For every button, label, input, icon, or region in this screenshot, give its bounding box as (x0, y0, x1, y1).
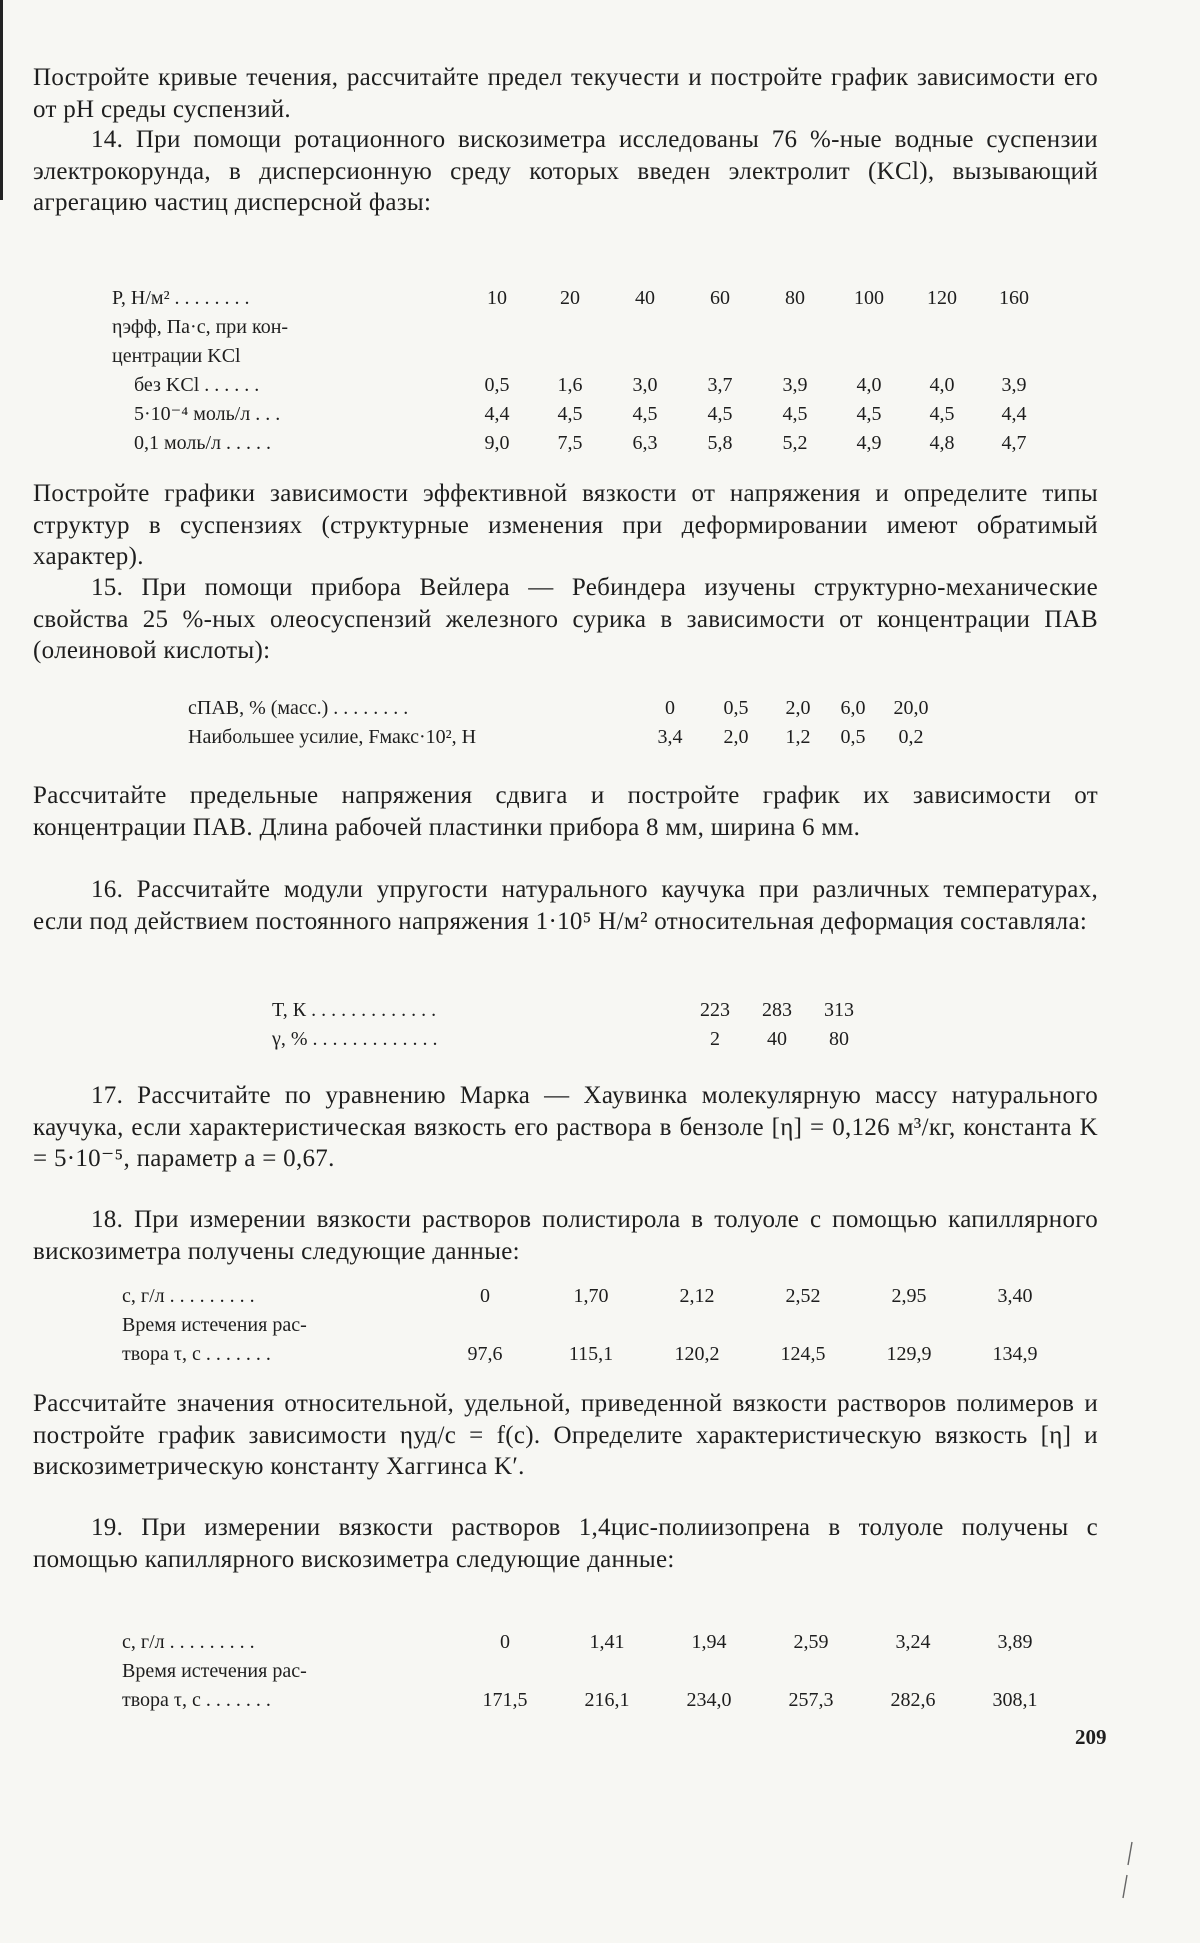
cell: 3,0 (632, 374, 658, 396)
cell: 3,7 (707, 374, 733, 396)
table-row (112, 371, 1092, 400)
row-label: Наибольшее усилие, Fмакс·10², Н (188, 726, 477, 748)
cell: 6,3 (632, 432, 658, 454)
cell: 4,5 (929, 403, 955, 425)
cell: 1,94 (691, 1631, 727, 1653)
cell: 4,4 (1001, 403, 1027, 425)
cell: 97,6 (467, 1343, 503, 1365)
cell: 3,24 (895, 1631, 931, 1653)
cell: 257,3 (788, 1689, 834, 1711)
cell: 308,1 (992, 1689, 1038, 1711)
cell: 171,5 (482, 1689, 528, 1711)
pencil-mark-decoration (1118, 1840, 1138, 1900)
cell: 4,0 (929, 374, 955, 396)
table-row (122, 1282, 1082, 1311)
row-label: cПАВ, % (масс.) . . . . . . . . (188, 697, 409, 719)
page-number: 209 (1075, 1725, 1107, 1749)
row-label: Время истечения рас- (122, 1660, 307, 1682)
cell: 4,4 (484, 403, 510, 425)
cell: 100 (854, 287, 884, 309)
row-label: 0,1 моль/л . . . . . (134, 432, 272, 454)
cell: 0,2 (898, 726, 924, 748)
cell: 2,52 (785, 1285, 821, 1307)
table-header-label: P, Н/м² . . . . . . . . (112, 287, 250, 309)
table-group-label-row (112, 313, 1092, 342)
cell: 4,5 (707, 403, 733, 425)
cell: 2,0 (723, 726, 749, 748)
row-label: 5·10⁻⁴ моль/л . . . (134, 403, 281, 425)
cell: 4,5 (782, 403, 808, 425)
cell: 2,12 (679, 1285, 715, 1307)
cell: 20 (560, 287, 580, 309)
paragraph-problem-15: 15. При помощи прибора Вейлера — Ребиндера изучены структурно-механические свойства 25 %-ных олеосуспензий железного сурика в зависимости от концентрации ПАВ (олеиновой кислоты): (33, 574, 1098, 664)
table-group-label: ηэфф, Па·с, при кон- (112, 316, 289, 338)
paragraph-problem-18: 18. При измерении вязкости растворов полистирола в толуоле с помощью капиллярного вискозиметра получены следующие данные: (33, 1206, 1098, 1265)
cell: 129,9 (886, 1343, 932, 1365)
cell: 3,9 (782, 374, 808, 396)
row-label: c, г/л . . . . . . . . . (122, 1285, 255, 1307)
cell: 9,0 (484, 432, 510, 454)
paragraph-instructions-15: Рассчитайте предельные напряжения сдвига и постройте график их зависимости от концентрации ПАВ. Длина рабочей пластинки прибора 8 мм, ширина 6 мм. (33, 782, 1098, 841)
cell: 20,0 (893, 697, 929, 719)
row-label: твора τ, с . . . . . . . (122, 1343, 271, 1365)
cell: 0 (500, 1631, 510, 1653)
cell: 1,2 (785, 726, 811, 748)
paragraph-problem-19: 19. При измерении вязкости растворов 1,4цис-полиизопрена в толуоле получены с помощью капиллярного вискозиметра следующие данные: (33, 1514, 1098, 1573)
cell: 3,89 (997, 1631, 1033, 1653)
table-row (122, 1686, 1082, 1715)
table-group-label: центрации KCl (112, 345, 241, 367)
table-row (122, 1340, 1082, 1369)
cell: 80 (829, 1028, 849, 1050)
table-problem-15 (188, 694, 988, 752)
table-problem-18 (122, 1282, 1082, 1369)
cell: 4,7 (1001, 432, 1027, 454)
cell: 40 (635, 287, 655, 309)
cell: 4,8 (929, 432, 955, 454)
cell: 4,0 (856, 374, 882, 396)
cell: 124,5 (780, 1343, 826, 1365)
cell: 2,95 (891, 1285, 927, 1307)
table-row (272, 996, 912, 1025)
row-label: c, г/л . . . . . . . . . (122, 1631, 255, 1653)
scan-edge-mark (0, 0, 3, 200)
cell: 1,6 (557, 374, 583, 396)
cell: 4,9 (856, 432, 882, 454)
table-problem-16 (272, 996, 912, 1054)
paragraph-problem-14: 14. При помощи ротационного вискозиметра исследованы 76 %-ные водные суспензии электрокорунда, в дисперсионную среду которых введен электролит (KCl), вызывающий агрегацию частиц дисперсной фазы: (33, 126, 1098, 216)
cell: 2,59 (793, 1631, 829, 1653)
table-row (122, 1628, 1082, 1657)
table-row (272, 1025, 912, 1054)
cell: 234,0 (686, 1689, 732, 1711)
cell: 7,5 (557, 432, 583, 454)
cell: 0 (665, 697, 675, 719)
cell: 120 (927, 287, 957, 309)
cell: 223 (700, 999, 730, 1021)
row-label: без KCl . . . . . . (134, 374, 260, 396)
cell: 0,5 (723, 697, 749, 719)
table-group-label-row (112, 342, 1092, 371)
paragraph-instructions-14: Постройте графики зависимости эффективной вязкости от напряжения и определите типы структур в суспензиях (структурные изменения при деформировании имеют обратимый характер). (33, 480, 1098, 570)
cell: 120,2 (674, 1343, 720, 1365)
table-row-label-line (122, 1657, 1082, 1686)
cell: 282,6 (890, 1689, 936, 1711)
cell: 3,9 (1001, 374, 1027, 396)
cell: 4,5 (632, 403, 658, 425)
cell: 2 (710, 1028, 720, 1050)
cell: 3,40 (997, 1285, 1033, 1307)
table-row (112, 400, 1092, 429)
table-row (188, 694, 988, 723)
cell: 313 (824, 999, 854, 1021)
cell: 5,8 (707, 432, 733, 454)
paragraph-problem-17: 17. Рассчитайте по уравнению Марка — Хаувинка молекулярную массу натурального каучука, если характеристическая вязкость его раствора в бензоле [η] = 0,126 м³/кг, константа K = 5·10⁻⁵, параметр a = 0,67. (33, 1082, 1098, 1172)
table-row (188, 723, 988, 752)
cell: 283 (762, 999, 792, 1021)
table-row-label-line (122, 1311, 1082, 1340)
cell: 10 (487, 287, 507, 309)
cell: 1,41 (589, 1631, 625, 1653)
cell: 0,5 (840, 726, 866, 748)
cell: 134,9 (992, 1343, 1038, 1365)
cell: 0 (480, 1285, 490, 1307)
cell: 60 (710, 287, 730, 309)
table-problem-19 (122, 1628, 1082, 1715)
cell: 0,5 (484, 374, 510, 396)
paragraph-instructions-18: Рассчитайте значения относительной, удельной, приведенной вязкости растворов полимеров и постройте график зависимости ηуд/c = f(c). Определите характеристическую вязкость [η] и вискозиметрическую константу Хаггинса K′. (33, 1390, 1098, 1480)
cell: 3,4 (657, 726, 683, 748)
table-row (112, 429, 1092, 458)
row-label: γ, % . . . . . . . . . . . . . (272, 1028, 438, 1050)
cell: 4,5 (557, 403, 583, 425)
table-header-row (112, 284, 1092, 313)
paragraph-intro: Постройте кривые течения, рассчитайте предел текучести и постройте график зависимости его от pH среды суспензий. (33, 64, 1098, 123)
cell: 5,2 (782, 432, 808, 454)
paragraph-problem-16: 16. Рассчитайте модули упругости натурального каучука при различных температурах, если под действием постоянного напряжения 1·10⁵ Н/м² относительная деформация составляла: (33, 876, 1098, 935)
cell: 1,70 (573, 1285, 609, 1307)
cell: 40 (767, 1028, 787, 1050)
cell: 160 (999, 287, 1029, 309)
row-label: T, К . . . . . . . . . . . . . (272, 999, 437, 1021)
cell: 80 (785, 287, 805, 309)
cell: 2,0 (785, 697, 811, 719)
table-problem-14 (112, 284, 1092, 458)
cell: 4,5 (856, 403, 882, 425)
cell: 115,1 (568, 1343, 614, 1365)
cell: 216,1 (584, 1689, 630, 1711)
row-label: твора τ, с . . . . . . . (122, 1689, 271, 1711)
row-label: Время истечения рас- (122, 1314, 307, 1336)
cell: 6,0 (840, 697, 866, 719)
